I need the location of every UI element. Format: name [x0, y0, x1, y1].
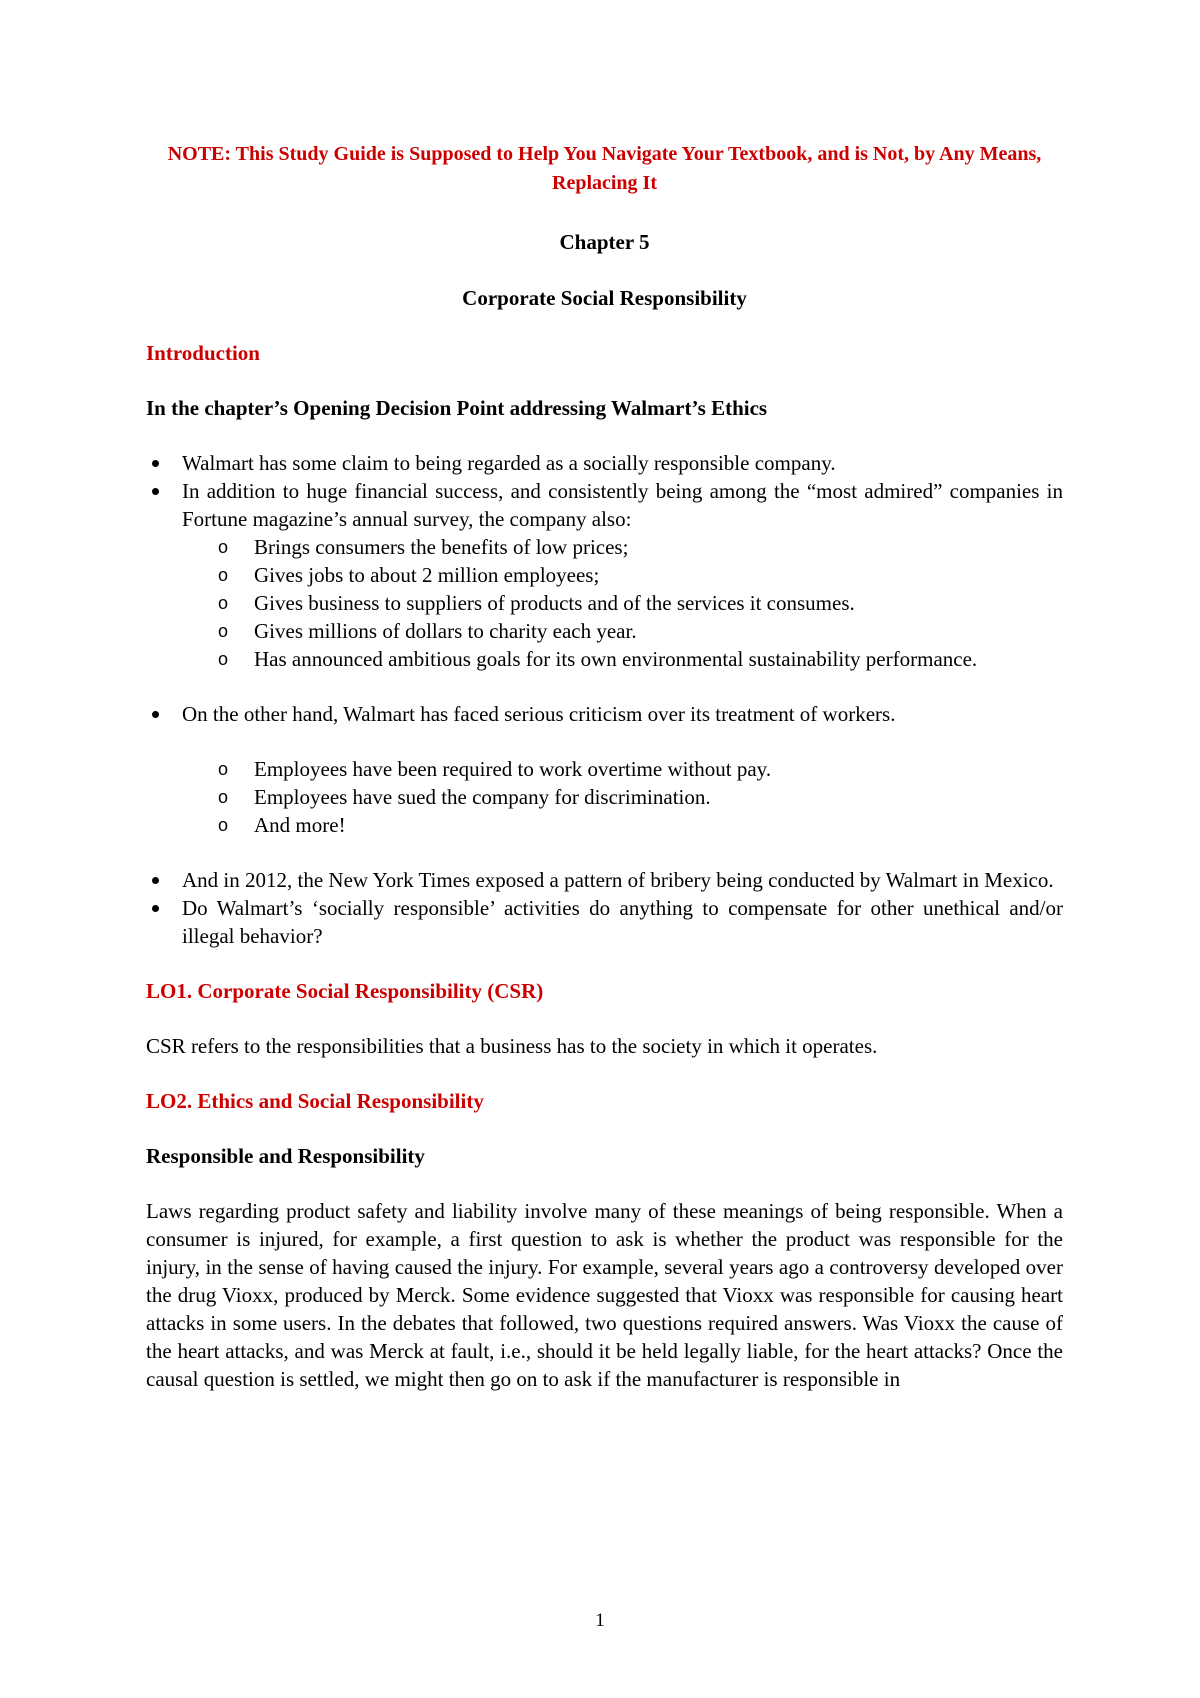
opening-decision-point-heading: In the chapter’s Opening Decision Point addressing Walmart’s Ethics — [146, 396, 768, 420]
list-item: o Employees have been required to work overtime without pay. — [218, 757, 772, 781]
list-item: o Brings consumers the benefits of low prices; — [218, 535, 629, 559]
circle-bullet-icon: o — [218, 649, 229, 669]
list-item: o Gives millions of dollars to charity each year. — [218, 619, 637, 643]
responsible-heading: Responsible and Responsibility — [146, 1144, 425, 1168]
list-item: o Employees have sued the company for discrimination. — [218, 785, 711, 809]
lo1-heading: LO1. Corporate Social Responsibility (CSR) — [146, 979, 544, 1003]
introduction-heading: Introduction — [146, 341, 260, 365]
criticism-sublist — [146, 755, 1063, 839]
circle-bullet-icon: o — [218, 787, 229, 807]
list-item: Walmart has some claim to being regarded as a socially responsible company. — [146, 449, 1063, 477]
list-item: o Gives jobs to about 2 million employees; — [218, 563, 600, 587]
chapter-heading: Chapter 5 — [559, 230, 650, 254]
list-item: In addition to huge financial success, and consistently being among the “most admired” companies in Fortune magazine’s annual survey, the company also: — [146, 477, 1063, 533]
page-number: 1 — [595, 1610, 605, 1631]
circle-bullet-icon: o — [218, 593, 229, 613]
bribery-bullet-list — [146, 866, 1063, 950]
list-item: o Gives business to suppliers of products and of the services it consumes. — [218, 591, 855, 615]
list-item: And in 2012, the New York Times exposed a pattern of bribery being conducted by Walmart in Mexico. — [146, 866, 1063, 894]
circle-bullet-icon: o — [218, 759, 229, 779]
list-item: o Has announced ambitious goals for its own environmental sustainability performance. — [218, 647, 978, 671]
list-item: Do Walmart’s ‘socially responsible’ activities do anything to compensate for other unethical and/or illegal behavior? — [146, 894, 1063, 950]
bullet-icon — [152, 905, 159, 912]
list-item: o And more! — [218, 813, 346, 837]
responsibility-paragraph: Laws regarding product safety and liability involve many of these meanings of being responsible. When a consumer is injured, for example, a first question to ask is whether the product was responsible for the injury, in the sense of having caused the injury. For example, several years ago a controversy developed over the drug Vioxx, produced by Merck. Some evidence suggested that Vioxx was responsible for causing heart attacks in some users. In the debates that followed, two questions required answers. Was Vioxx the cause of the heart attacks, and was Merck at fault, i.e., should it be held legally liable, for the heart attacks? Once the causal question is settled, we might then go on to ask if the manufacturer is responsible in — [146, 1199, 1063, 1391]
list-item: On the other hand, Walmart has faced serious criticism over its treatment of workers. — [146, 700, 1063, 728]
bullet-icon — [152, 488, 159, 495]
chapter-title: Corporate Social Responsibility — [462, 286, 747, 310]
walmart-benefits-sublist — [146, 533, 1063, 673]
circle-bullet-icon: o — [218, 537, 229, 557]
bullet-icon — [152, 460, 159, 467]
bullet-icon — [152, 711, 159, 718]
study-guide-note: NOTE: This Study Guide is Supposed to Help You Navigate Your Textbook, and is Not, by Any Means, Replacing It — [167, 143, 1042, 194]
circle-bullet-icon: o — [218, 621, 229, 641]
criticism-bullet-list — [146, 700, 1063, 728]
intro-bullet-list — [146, 449, 1063, 533]
circle-bullet-icon: o — [218, 815, 229, 835]
bullet-icon — [152, 877, 159, 884]
csr-definition: CSR refers to the responsibilities that a business has to the society in which it operates. — [146, 1034, 878, 1058]
document-page — [146, 140, 1063, 1393]
circle-bullet-icon: o — [218, 565, 229, 585]
lo2-heading: LO2. Ethics and Social Responsibility — [146, 1089, 484, 1113]
